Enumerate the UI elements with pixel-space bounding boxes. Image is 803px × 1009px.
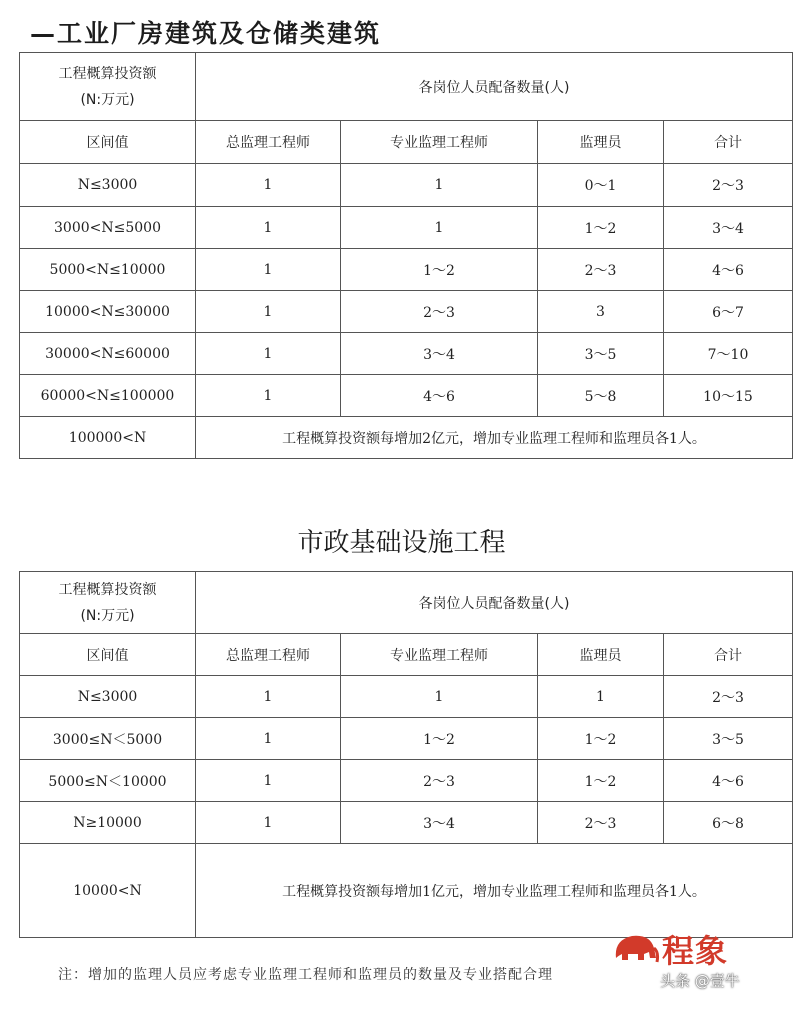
col-header-supervisor: 监理员 xyxy=(538,634,664,676)
cell-range: N≥10000 xyxy=(20,802,196,844)
col-header-range: 区间值 xyxy=(20,121,196,164)
cell-supervisor: 5～8 xyxy=(538,375,664,417)
cell-total: 2～3 xyxy=(664,676,793,718)
table-row xyxy=(20,164,793,207)
footnote: 注：增加的监理人员应考虑专业监理工程师和监理员的数量及专业搭配合理 xyxy=(58,967,553,983)
watermark-brand: 程象 xyxy=(662,932,729,970)
col-header-range: 区间值 xyxy=(20,634,196,676)
table-header-row xyxy=(20,53,793,121)
table-row xyxy=(20,802,793,844)
cell-supervisor: 1～2 xyxy=(538,760,664,802)
cell-supervisor: 0～1 xyxy=(538,164,664,207)
watermark-source: 头条 @壹牛 xyxy=(660,972,740,990)
cell-specialist: 4～6 xyxy=(341,375,538,417)
investment-header-line2: (N:万元) xyxy=(80,91,135,108)
cell-supervisor: 1～2 xyxy=(538,718,664,760)
cell-chief: 1 xyxy=(196,802,341,844)
section1-title: —工业厂房建筑及仓储类建筑 xyxy=(30,19,382,48)
increment-note: 工程概算投资额每增加1亿元，增加专业监理工程师和监理员各1人。 xyxy=(196,844,793,938)
staff-header: 各岗位人员配备数量(人) xyxy=(196,53,793,121)
cell-total: 3～4 xyxy=(664,207,793,249)
col-header-chief: 总监理工程师 xyxy=(196,121,341,164)
investment-header xyxy=(20,53,196,121)
cell-supervisor: 3～5 xyxy=(538,333,664,375)
cell-range: 3000<N≤5000 xyxy=(20,207,196,249)
cell-chief: 1 xyxy=(196,207,341,249)
cell-specialist: 2～3 xyxy=(341,760,538,802)
cell-specialist: 1 xyxy=(341,164,538,207)
cell-total: 10～15 xyxy=(664,375,793,417)
cell-range: N≤3000 xyxy=(20,164,196,207)
cell-specialist: 3～4 xyxy=(341,802,538,844)
table-row xyxy=(20,718,793,760)
cell-total: 7～10 xyxy=(664,333,793,375)
cell-range: 100000<N xyxy=(20,417,196,459)
cell-range: 30000<N≤60000 xyxy=(20,333,196,375)
column-header-row xyxy=(20,634,793,676)
investment-header-line1: 工程概算投资额 xyxy=(58,581,157,598)
col-header-total: 合计 xyxy=(664,634,793,676)
col-header-specialist: 专业监理工程师 xyxy=(341,121,538,164)
cell-chief: 1 xyxy=(196,760,341,802)
cell-total: 3～5 xyxy=(664,718,793,760)
table-header-row xyxy=(20,572,793,634)
cell-chief: 1 xyxy=(196,718,341,760)
table-row xyxy=(20,760,793,802)
cell-range: N≤3000 xyxy=(20,676,196,718)
cell-specialist: 2～3 xyxy=(341,291,538,333)
cell-range: 5000≤N＜10000 xyxy=(20,760,196,802)
cell-chief: 1 xyxy=(196,291,341,333)
table-row xyxy=(20,207,793,249)
investment-header xyxy=(20,572,196,634)
cell-specialist: 1～2 xyxy=(341,249,538,291)
col-header-total: 合计 xyxy=(664,121,793,164)
cell-total: 6～8 xyxy=(664,802,793,844)
column-header-row xyxy=(20,121,793,164)
elephant-logo-icon xyxy=(610,928,660,968)
cell-supervisor: 3 xyxy=(538,291,664,333)
staff-header: 各岗位人员配备数量(人) xyxy=(196,572,793,634)
table-row xyxy=(20,249,793,291)
cell-chief: 1 xyxy=(196,164,341,207)
cell-chief: 1 xyxy=(196,676,341,718)
cell-total: 6～7 xyxy=(664,291,793,333)
investment-header-line1: 工程概算投资额 xyxy=(58,65,157,82)
cell-total: 4～6 xyxy=(664,249,793,291)
municipal-staffing-table xyxy=(19,571,793,938)
cell-supervisor: 1～2 xyxy=(538,207,664,249)
cell-range: 10000<N≤30000 xyxy=(20,291,196,333)
cell-chief: 1 xyxy=(196,375,341,417)
cell-supervisor: 2～3 xyxy=(538,802,664,844)
cell-specialist: 1 xyxy=(341,207,538,249)
cell-supervisor: 1 xyxy=(538,676,664,718)
table-row-overflow xyxy=(20,417,793,459)
cell-specialist: 3～4 xyxy=(341,333,538,375)
cell-chief: 1 xyxy=(196,333,341,375)
cell-specialist: 1 xyxy=(341,676,538,718)
table-row xyxy=(20,676,793,718)
table-row xyxy=(20,333,793,375)
cell-range: 3000≤N＜5000 xyxy=(20,718,196,760)
investment-header-line2: (N:万元) xyxy=(80,607,135,624)
cell-total: 4～6 xyxy=(664,760,793,802)
table-row xyxy=(20,375,793,417)
cell-range: 5000<N≤10000 xyxy=(20,249,196,291)
col-header-specialist: 专业监理工程师 xyxy=(341,634,538,676)
industrial-staffing-table xyxy=(19,52,793,459)
col-header-supervisor: 监理员 xyxy=(538,121,664,164)
table-row-overflow xyxy=(20,844,793,938)
cell-range: 10000<N xyxy=(20,844,196,938)
cell-total: 2～3 xyxy=(664,164,793,207)
cell-range: 60000<N≤100000 xyxy=(20,375,196,417)
cell-chief: 1 xyxy=(196,249,341,291)
table-row xyxy=(20,291,793,333)
col-header-chief: 总监理工程师 xyxy=(196,634,341,676)
watermark xyxy=(610,926,785,996)
cell-specialist: 1～2 xyxy=(341,718,538,760)
cell-supervisor: 2～3 xyxy=(538,249,664,291)
increment-note: 工程概算投资额每增加2亿元，增加专业监理工程师和监理员各1人。 xyxy=(196,417,793,459)
section2-title: 市政基础设施工程 xyxy=(297,528,506,558)
